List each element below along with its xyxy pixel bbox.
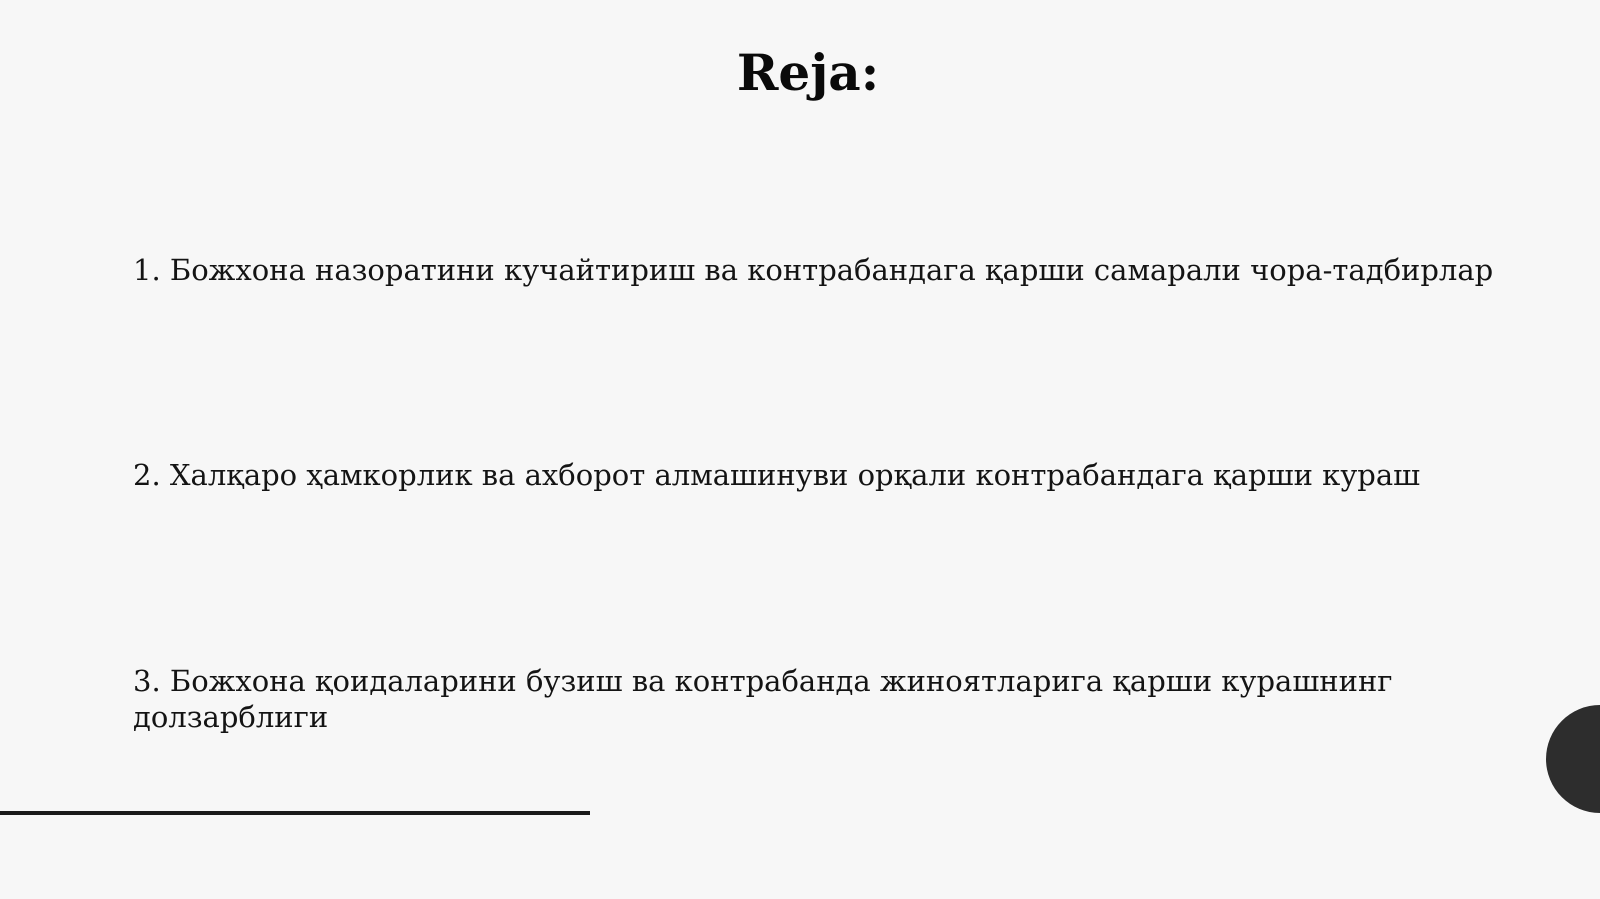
plan-item-1: 1. Божхона назоратини кучайтириш ва контрабандага қарши самарали чора-тадбирлар	[133, 253, 1494, 287]
slide-title: Reja:	[736, 43, 880, 102]
plan-item-3: 3. Божхона қоидаларини бузиш ва контрабанда жиноятларига қарши курашнинг долзарблиги	[133, 664, 1393, 734]
decorative-divider-line	[0, 811, 590, 815]
plan-item-2: 2. Халқаро ҳамкорлик ва ахборот алмашинуви орқали контрабандага қарши кураш	[133, 458, 1421, 492]
decorative-circle-shape	[1546, 705, 1600, 813]
